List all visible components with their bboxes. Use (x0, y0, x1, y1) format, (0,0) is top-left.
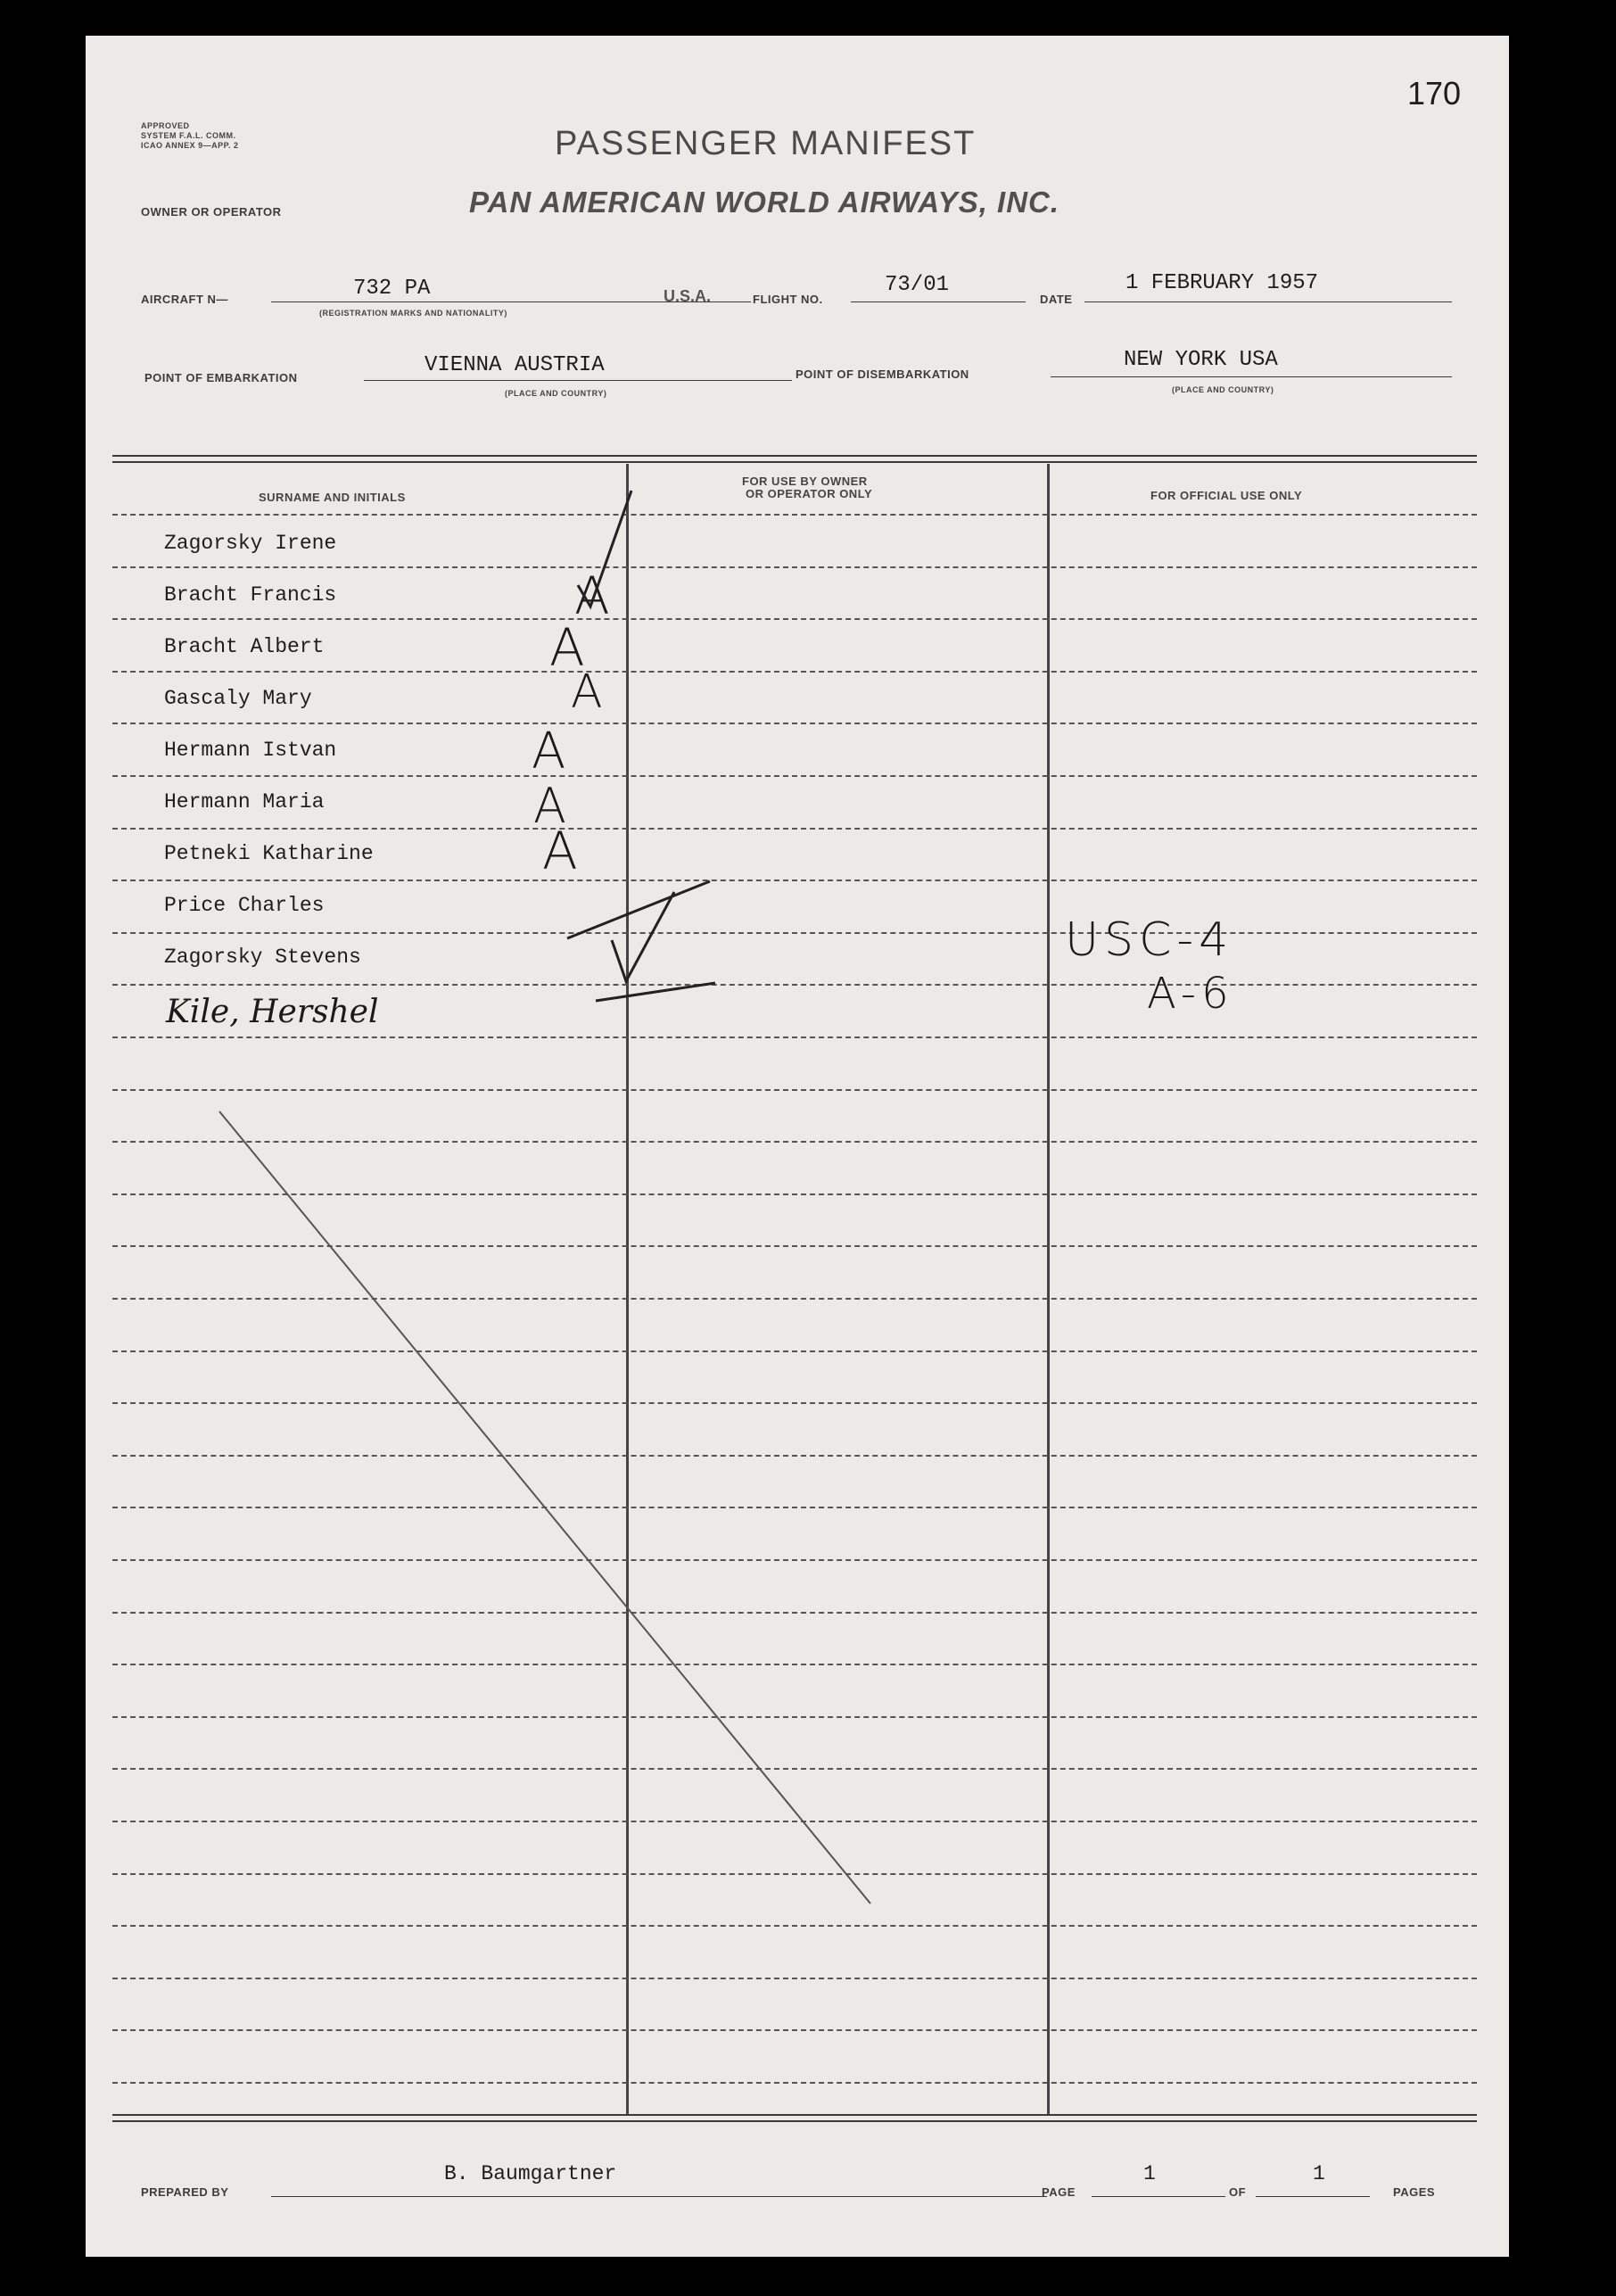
table-bottom-rule (112, 2114, 1477, 2116)
owner-label: OWNER OR OPERATOR (141, 205, 282, 219)
passenger-name: Petneki Katharine (164, 842, 374, 865)
pages-label: PAGES (1393, 2185, 1436, 2199)
check-mark-top (578, 491, 631, 607)
manifest-page (86, 36, 1509, 2257)
passenger-name: Hermann Istvan (164, 739, 337, 762)
diagonal-cancel-line (219, 1111, 870, 1904)
page-number: 170 (1407, 75, 1462, 111)
date-label: DATE (1040, 293, 1073, 306)
col-owner-header-1: FOR USE BY OWNER (742, 475, 868, 488)
flight-label: FLIGHT NO. (753, 293, 823, 306)
usa-label: U.S.A. (664, 287, 712, 305)
of-value: 1 (1313, 2162, 1325, 2185)
slash-mark (567, 881, 710, 938)
passenger-name: Price Charles (164, 894, 325, 917)
handwritten-mark: A (549, 617, 585, 678)
of-underline (1256, 2196, 1370, 2197)
embarkation-sublabel: (PLACE AND COUNTRY) (505, 389, 607, 398)
flight-value: 73/01 (885, 273, 950, 297)
passenger-name: Bracht Francis (164, 583, 337, 607)
handwritten-mark: A (571, 665, 603, 719)
prepared-value: B. Baumgartner (444, 2162, 617, 2185)
owner-value: PAN AMERICAN WORLD AIRWAYS, INC. (469, 186, 1060, 219)
passenger-name: Zagorsky Stevens (164, 946, 361, 969)
official-note-line-2: A-6 (1147, 969, 1234, 1019)
passenger-name: Bracht Albert (164, 635, 325, 658)
approval-line-1: APPROVED (141, 121, 190, 130)
of-label: OF (1229, 2185, 1247, 2199)
embarkation-value: VIENNA AUSTRIA (425, 353, 605, 377)
page-label: PAGE (1042, 2185, 1076, 2199)
aircraft-value: 732 PA (353, 277, 431, 301)
approval-line-2: SYSTEM F.A.L. COMM. (141, 131, 236, 140)
embarkation-label: POINT OF EMBARKATION (144, 371, 298, 384)
col-surname-header: SURNAME AND INITIALS (259, 491, 406, 504)
disembarkation-label: POINT OF DISEMBARKATION (796, 368, 969, 381)
passenger-name: Gascaly Mary (164, 687, 312, 710)
aircraft-label: AIRCRAFT N— (141, 293, 228, 306)
page-underline (1092, 2196, 1225, 2197)
handwritten-mark: A (532, 723, 566, 780)
table-bottom-rule-2 (112, 2120, 1477, 2122)
prepared-underline (271, 2196, 1047, 2197)
official-note-line-1: USC-4 (1065, 913, 1234, 967)
passenger-name: Hermann Maria (164, 790, 325, 814)
page-value: 1 (1143, 2162, 1156, 2185)
aircraft-sublabel: (REGISTRATION MARKS AND NATIONALITY) (319, 309, 507, 318)
handwritten-mark: A (542, 821, 578, 881)
prepared-label: PREPARED BY (141, 2185, 229, 2199)
page-title: PASSENGER MANIFEST (555, 125, 977, 162)
passenger-name-handwritten: Kile, Hershel (166, 994, 379, 1030)
check-mark-bottom (612, 892, 674, 981)
col-official-header: FOR OFFICIAL USE ONLY (1150, 489, 1303, 502)
disembarkation-value: NEW YORK USA (1124, 348, 1278, 372)
disembarkation-sublabel: (PLACE AND COUNTRY) (1172, 385, 1274, 394)
underline-stroke (596, 983, 715, 1001)
pen-strokes (86, 36, 1509, 2257)
passenger-name: Zagorsky Irene (164, 532, 337, 555)
col-owner-header-2: OR OPERATOR ONLY (746, 487, 873, 500)
approval-line-3: ICAO ANNEX 9—APP. 2 (141, 141, 239, 150)
date-value: 1 FEBRUARY 1957 (1125, 271, 1319, 295)
handwritten-mark: A (533, 778, 566, 834)
handwritten-mark: A (574, 566, 610, 626)
